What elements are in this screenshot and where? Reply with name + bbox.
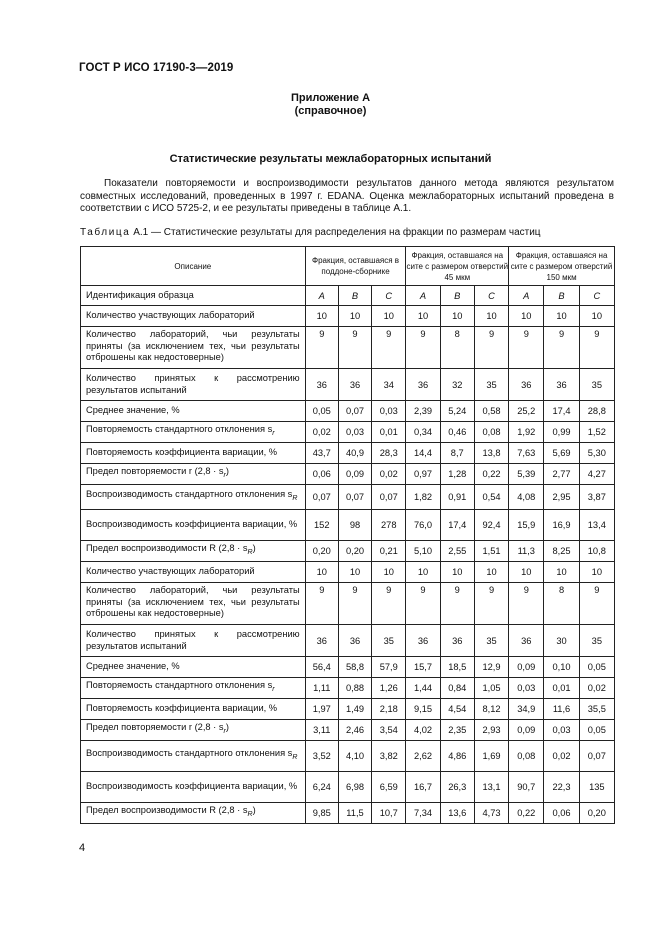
table-cell: 4,02: [406, 720, 440, 741]
row-description-tail: ): [252, 543, 256, 554]
table-cell: 9: [305, 327, 338, 369]
table-cell: 152: [305, 510, 338, 541]
table-cell: B: [338, 286, 371, 306]
table-cell: 0,05: [579, 720, 614, 741]
table-cell: 11,6: [544, 699, 579, 720]
table-cell: 9: [406, 327, 440, 369]
table-cell: 22,3: [544, 772, 579, 803]
table-cell: 9: [338, 327, 371, 369]
table-cell: 11,5: [338, 803, 371, 824]
table-cell: 9: [305, 583, 338, 625]
table-cell: 9: [440, 583, 474, 625]
intro-paragraph: Показатели повторяемости и воспроизводимости результатов данного метода являются результатом совместных исследований, проведенных в 1997 г. EDANA. Оценка межлабораторных испытаний проведена в соответствии с ИСО 5725-2, и ее результаты приведены в таблице А.1.: [80, 178, 614, 215]
row-description-text: Количество лабораторий, чьи результаты приняты (за исключением тех, чьи результаты отброшены как недостоверные): [86, 329, 300, 362]
row-description-subscript: R: [247, 549, 253, 557]
table-cell: 36: [544, 369, 579, 401]
table-cell: 28,3: [372, 443, 406, 464]
table-row: [81, 306, 615, 327]
table-row: [81, 625, 615, 657]
table-cell: 0,08: [474, 422, 508, 443]
table-cell: 11,3: [509, 541, 544, 562]
table-cell: 0,05: [305, 401, 338, 422]
table-cell: 10: [372, 562, 406, 583]
table-cell: 278: [372, 510, 406, 541]
table-cell: 0,07: [579, 741, 614, 772]
table-cell: 9: [579, 327, 614, 369]
table-cell: A: [509, 286, 544, 306]
table-cell: 12,9: [474, 657, 508, 678]
table-cell: 10: [338, 306, 371, 327]
table-cell: 7,34: [406, 803, 440, 824]
header-description: Описание: [81, 247, 306, 286]
row-description: [81, 625, 306, 657]
table-cell: 14,4: [406, 443, 440, 464]
table-cell: 0,58: [474, 401, 508, 422]
table-cell: 32: [440, 369, 474, 401]
table-cell: 4,86: [440, 741, 474, 772]
row-description-subscript: r: [272, 686, 275, 694]
row-description-text: Среднее значение, %: [86, 661, 180, 672]
table-cell: 9: [579, 583, 614, 625]
table-cell: 10,8: [579, 541, 614, 562]
table-cell: 4,73: [474, 803, 508, 824]
table-cell: 10: [474, 562, 508, 583]
table-cell: 1,05: [474, 678, 508, 699]
table-cell: 9: [372, 583, 406, 625]
row-description-text: Среднее значение, %: [86, 405, 180, 416]
table-cell: 0,06: [305, 464, 338, 485]
table-cell: 36: [509, 369, 544, 401]
row-description-text: Повторяемость стандартного отклонения s: [86, 680, 273, 691]
table-cell: 35: [579, 369, 614, 401]
table-row: [81, 699, 615, 720]
table-cell: 6,98: [338, 772, 371, 803]
table-cell: 0,07: [338, 485, 371, 510]
row-description-tail: ): [252, 805, 256, 816]
table-row: [81, 772, 615, 803]
row-description-subscript: r: [272, 430, 275, 438]
table-header-row: [81, 247, 615, 286]
table-cell: 4,10: [338, 741, 371, 772]
row-description-text: Предел воспроизводимости R (2,8 · s: [86, 805, 248, 816]
table-cell: 5,39: [509, 464, 544, 485]
table-cell: 56,4: [305, 657, 338, 678]
row-description-tail: ): [225, 722, 229, 733]
table-cell: 13,4: [579, 510, 614, 541]
table-cell: 3,11: [305, 720, 338, 741]
table-cell: 16,9: [544, 510, 579, 541]
table-cell: 1,69: [474, 741, 508, 772]
table-cell: 0,99: [544, 422, 579, 443]
table-row: [81, 401, 615, 422]
table-cell: 0,22: [474, 464, 508, 485]
table-cell: A: [406, 286, 440, 306]
table-cell: 6,59: [372, 772, 406, 803]
table-cell: 4,27: [579, 464, 614, 485]
table-cell: 2,95: [544, 485, 579, 510]
table-cell: C: [372, 286, 406, 306]
table-cell: 0,03: [372, 401, 406, 422]
table-cell: 0,09: [509, 657, 544, 678]
table-cell: 13,1: [474, 772, 508, 803]
table-cell: 36: [406, 625, 440, 657]
table-row: [81, 562, 615, 583]
table-cell: 10: [440, 306, 474, 327]
table-cell: 0,02: [544, 741, 579, 772]
table-cell: 10: [406, 306, 440, 327]
row-description: [81, 485, 306, 510]
row-description: [81, 772, 306, 803]
table-cell: 90,7: [509, 772, 544, 803]
table-cell: 17,4: [544, 401, 579, 422]
table-cell: 10: [305, 562, 338, 583]
row-description-text: Воспроизводимость стандартного отклонения s: [86, 489, 293, 500]
table-cell: A: [305, 286, 338, 306]
table-cell: 3,87: [579, 485, 614, 510]
row-description: [81, 803, 306, 824]
row-description-text: Идентификация образца: [86, 289, 194, 300]
table-row: [81, 286, 615, 306]
table-cell: 0,20: [338, 541, 371, 562]
table-cell: 0,91: [440, 485, 474, 510]
table-cell: 0,88: [338, 678, 371, 699]
table-cell: 13,8: [474, 443, 508, 464]
row-description-text: Предел повторяемости r (2,8 · s: [86, 466, 224, 477]
row-description: [81, 510, 306, 541]
table-cell: 0,02: [305, 422, 338, 443]
table-cell: 10: [509, 562, 544, 583]
table-cell: 9: [338, 583, 371, 625]
table-cell: 36: [305, 625, 338, 657]
table-cell: 10: [544, 562, 579, 583]
table-cell: 0,01: [372, 422, 406, 443]
row-description-subscript: R: [292, 754, 298, 762]
table-cell: 1,52: [579, 422, 614, 443]
row-description: [81, 678, 306, 699]
table-row: [81, 583, 615, 625]
table-cell: C: [474, 286, 508, 306]
table-cell: 10: [544, 306, 579, 327]
table-cell: 1,49: [338, 699, 371, 720]
row-description: [81, 422, 306, 443]
table-cell: 8: [544, 583, 579, 625]
table-cell: 25,2: [509, 401, 544, 422]
table-cell: 3,52: [305, 741, 338, 772]
table-cell: 4,08: [509, 485, 544, 510]
table-cell: 0,34: [406, 422, 440, 443]
table-cell: 1,28: [440, 464, 474, 485]
row-description-text: Воспроизводимость стандартного отклонения s: [86, 748, 293, 759]
table-cell: 76,0: [406, 510, 440, 541]
table-cell: 2,18: [372, 699, 406, 720]
row-description: [81, 306, 306, 327]
table-cell: 6,24: [305, 772, 338, 803]
table-body: [81, 286, 615, 824]
table-cell: B: [440, 286, 474, 306]
table-cell: 58,8: [338, 657, 371, 678]
header-fraction-pan: Фракция, оставшаяся в поддоне-сборнике: [305, 247, 406, 286]
table-cell: 8,7: [440, 443, 474, 464]
row-description: [81, 286, 306, 306]
table-cell: 9,85: [305, 803, 338, 824]
table-cell: 10: [509, 306, 544, 327]
table-cell: 2,39: [406, 401, 440, 422]
row-description: [81, 657, 306, 678]
table-cell: 0,97: [406, 464, 440, 485]
table-row: [81, 678, 615, 699]
table-cell: 1,82: [406, 485, 440, 510]
table-cell: 2,62: [406, 741, 440, 772]
table-cell: 10: [579, 562, 614, 583]
table-cell: 10: [579, 306, 614, 327]
row-description: [81, 369, 306, 401]
row-description: [81, 464, 306, 485]
table-cell: 15,9: [509, 510, 544, 541]
table-cell: 9: [474, 327, 508, 369]
table-cell: 0,20: [305, 541, 338, 562]
table-cell: 0,05: [579, 657, 614, 678]
table-cell: 0,54: [474, 485, 508, 510]
table-cell: B: [544, 286, 579, 306]
table-cell: 8: [440, 327, 474, 369]
table-cell: 0,08: [509, 741, 544, 772]
table-cell: 1,51: [474, 541, 508, 562]
row-description-text: Количество принятых к рассмотрению результатов испытаний: [86, 373, 300, 395]
table-cell: 34,9: [509, 699, 544, 720]
appendix-subtitle: (справочное): [294, 105, 367, 117]
table-cell: 1,11: [305, 678, 338, 699]
table-cell: C: [579, 286, 614, 306]
table-cell: 40,9: [338, 443, 371, 464]
table-row: [81, 443, 615, 464]
table-cell: 35: [579, 625, 614, 657]
row-description: [81, 401, 306, 422]
table-cell: 0,07: [338, 401, 371, 422]
header-fraction-150: Фракция, оставшаяся на сите с размером отверстий 150 мкм: [509, 247, 615, 286]
row-description-subscript: r: [223, 472, 226, 480]
table-cell: 57,9: [372, 657, 406, 678]
table-cell: 36: [406, 369, 440, 401]
table-row: [81, 485, 615, 510]
table-cell: 9,15: [406, 699, 440, 720]
table-cell: 0,07: [372, 485, 406, 510]
table-cell: 92,4: [474, 510, 508, 541]
table-caption: [80, 227, 541, 238]
table-cell: 10: [305, 306, 338, 327]
row-description-text: Количество участвующих лабораторий: [86, 566, 255, 577]
table-cell: 0,03: [509, 678, 544, 699]
table-cell: 0,22: [509, 803, 544, 824]
row-description: [81, 720, 306, 741]
row-description-subscript: r: [223, 728, 226, 736]
table-cell: 0,02: [579, 678, 614, 699]
row-description: [81, 741, 306, 772]
row-description-text: Количество участвующих лабораторий: [86, 310, 255, 321]
table-cell: 2,77: [544, 464, 579, 485]
table-cell: 2,55: [440, 541, 474, 562]
table-cell: 9: [474, 583, 508, 625]
table-cell: 8,25: [544, 541, 579, 562]
row-description: [81, 562, 306, 583]
document-code: ГОСТ Р ИСО 17190-3—2019: [79, 62, 234, 74]
table-cell: 10: [474, 306, 508, 327]
row-description-text: Предел воспроизводимости R (2,8 · s: [86, 543, 248, 554]
row-description-tail: ): [225, 466, 229, 477]
table-cell: 35: [474, 625, 508, 657]
table-cell: 10: [406, 562, 440, 583]
table-cell: 10,7: [372, 803, 406, 824]
table-row: [81, 327, 615, 369]
appendix-title: Приложение А: [290, 92, 371, 104]
row-description-text: Повторяемость коэффициента вариации, %: [86, 703, 278, 714]
table-row: [81, 510, 615, 541]
table-cell: 36: [338, 625, 371, 657]
row-description: [81, 443, 306, 464]
table-cell: 1,26: [372, 678, 406, 699]
section-title: Статистические результаты межлабораторных испытаний: [169, 153, 492, 165]
row-description-subscript: R: [247, 811, 253, 819]
table-cell: 9: [509, 583, 544, 625]
table-cell: 9: [372, 327, 406, 369]
row-description-subscript: R: [292, 495, 298, 503]
table-row: [81, 657, 615, 678]
table-cell: 35,5: [579, 699, 614, 720]
table-cell: 5,69: [544, 443, 579, 464]
table-cell: 0,09: [509, 720, 544, 741]
table-row: [81, 464, 615, 485]
row-description: [81, 583, 306, 625]
table-cell: 0,01: [544, 678, 579, 699]
table-cell: 9: [406, 583, 440, 625]
table-cell: 5,24: [440, 401, 474, 422]
table-row: [81, 720, 615, 741]
table-cell: 3,54: [372, 720, 406, 741]
table-cell: 0,21: [372, 541, 406, 562]
table-row: [81, 369, 615, 401]
row-description-text: Воспроизводимость коэффициента вариации, %: [86, 519, 298, 530]
page-number: 4: [79, 842, 86, 854]
header-fraction-45: Фракция, оставшаяся на сите с размером отверстий 45 мкм: [406, 247, 509, 286]
row-description-text: Повторяемость стандартного отклонения s: [86, 424, 273, 435]
table-row: [81, 541, 615, 562]
table-cell: 4,54: [440, 699, 474, 720]
table-cell: 15,7: [406, 657, 440, 678]
table-cell: 1,44: [406, 678, 440, 699]
table-cell: 30: [544, 625, 579, 657]
row-description-text: Количество лабораторий, чьи результаты приняты (за исключением тех, чьи результаты отброшены как недостоверные): [86, 585, 300, 618]
table-cell: 2,93: [474, 720, 508, 741]
table-cell: 36: [509, 625, 544, 657]
table-cell: 36: [305, 369, 338, 401]
table-cell: 18,5: [440, 657, 474, 678]
table-cell: 16,7: [406, 772, 440, 803]
table-cell: 10: [372, 306, 406, 327]
table-cell: 36: [440, 625, 474, 657]
table-cell: 35: [372, 625, 406, 657]
table-cell: 9: [509, 327, 544, 369]
table-cell: 0,07: [305, 485, 338, 510]
row-description: [81, 541, 306, 562]
table-cell: 43,7: [305, 443, 338, 464]
table-cell: 10: [338, 562, 371, 583]
table-cell: 34: [372, 369, 406, 401]
table-row: [81, 422, 615, 443]
table-cell: 7,63: [509, 443, 544, 464]
table-cell: 0,84: [440, 678, 474, 699]
row-description-text: Повторяемость коэффициента вариации, %: [86, 447, 278, 458]
table-cell: 2,35: [440, 720, 474, 741]
table-cell: 26,3: [440, 772, 474, 803]
table-cell: 28,8: [579, 401, 614, 422]
table-cell: 1,97: [305, 699, 338, 720]
table-cell: 9: [544, 327, 579, 369]
table-cell: 98: [338, 510, 371, 541]
row-description-text: Количество принятых к рассмотрению результатов испытаний: [86, 629, 300, 651]
table-cell: 0,03: [338, 422, 371, 443]
row-description-text: Воспроизводимость коэффициента вариации, %: [86, 781, 298, 792]
table-cell: 135: [579, 772, 614, 803]
table-row: [81, 741, 615, 772]
table-cell: 5,30: [579, 443, 614, 464]
table-cell: 1,92: [509, 422, 544, 443]
table-cell: 2,46: [338, 720, 371, 741]
row-description: [81, 699, 306, 720]
table-cell: 0,46: [440, 422, 474, 443]
table-cell: 0,02: [372, 464, 406, 485]
table-cell: 5,10: [406, 541, 440, 562]
table-cell: 8,12: [474, 699, 508, 720]
table-cell: 0,09: [338, 464, 371, 485]
table-cell: 0,03: [544, 720, 579, 741]
table-cell: 3,82: [372, 741, 406, 772]
table-cell: 0,10: [544, 657, 579, 678]
row-description: [81, 327, 306, 369]
row-description-text: Предел повторяемости r (2,8 · s: [86, 722, 224, 733]
table-caption-word: Таблица: [80, 227, 131, 238]
table-cell: 35: [474, 369, 508, 401]
table-cell: 13,6: [440, 803, 474, 824]
table-cell: 0,06: [544, 803, 579, 824]
table-caption-text: А.1 — Статистические результаты для распределения на фракции по размерам частиц: [130, 227, 541, 238]
table-cell: 36: [338, 369, 371, 401]
table-cell: 0,20: [579, 803, 614, 824]
statistics-table: [80, 246, 615, 824]
table-cell: 17,4: [440, 510, 474, 541]
table-row: [81, 803, 615, 824]
table-cell: 10: [440, 562, 474, 583]
